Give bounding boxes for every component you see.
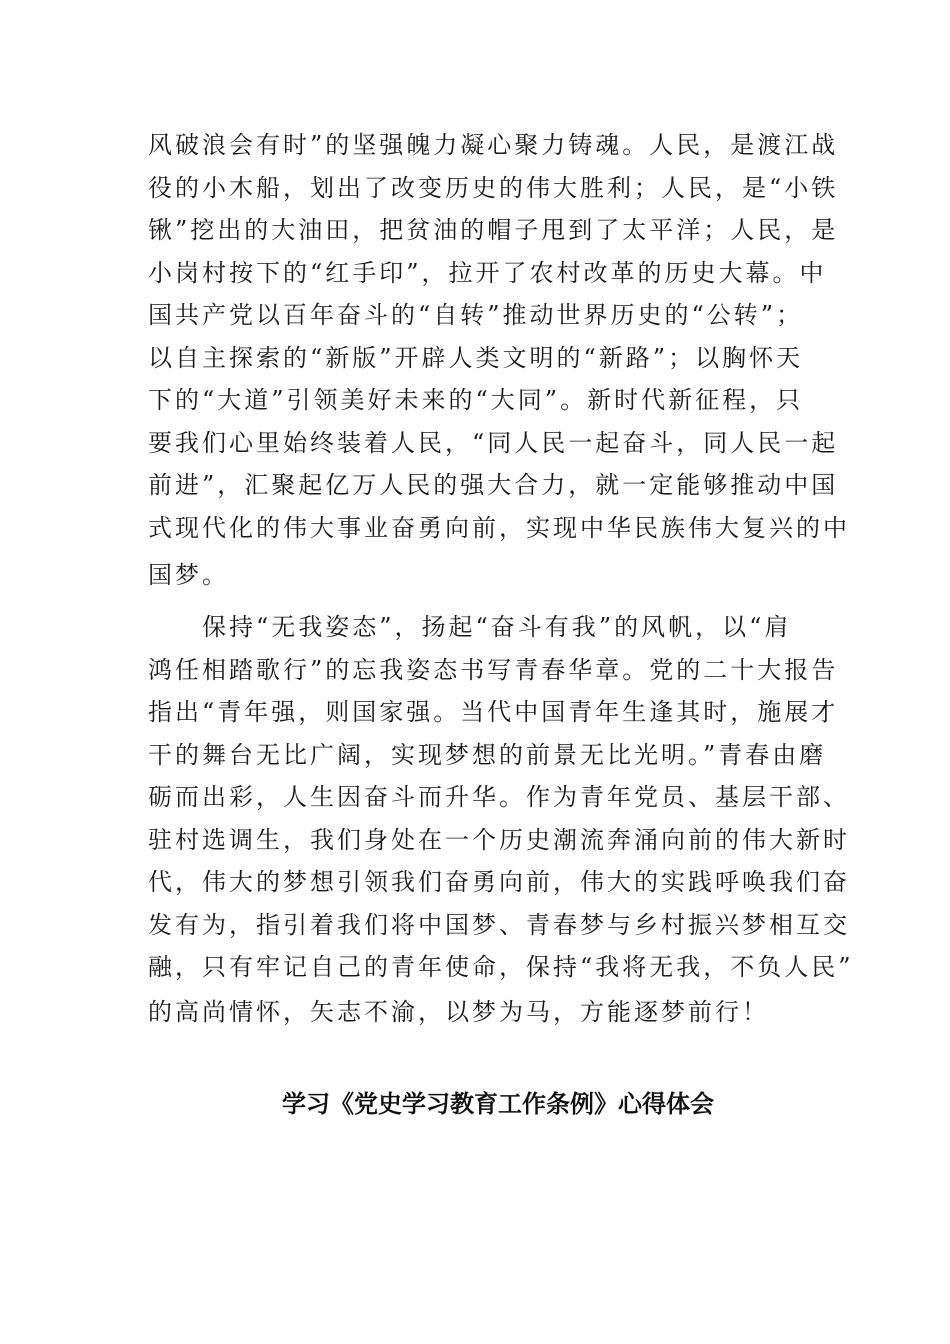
paragraph-2-line: 指出“青年强，则国家强。当代中国青年生逢其时，施展才 xyxy=(148,698,839,726)
paragraph-2-line: 代，伟大的梦想引领我们奋勇向前，伟大的实践呼唤我们奋 xyxy=(148,868,850,896)
paragraph-1-line: 要我们心里始终装着人民，“同人民一起奋斗，同人民一起 xyxy=(148,429,839,457)
paragraph-1-line: 役的小木船，划出了改变历史的伟大胜利；人民，是“小铁 xyxy=(148,174,839,202)
paragraph-2-line: 发有为，指引着我们将中国梦、青春梦与乡村振兴梦相互交 xyxy=(148,911,850,939)
paragraph-2-line: 驻村选调生，我们身处在一个历史潮流奔涌向前的伟大新时 xyxy=(148,826,850,854)
paragraph-2-line: 鸿任相踏歌行”的忘我姿态书写青春华章。党的二十大报告 xyxy=(148,656,839,684)
paragraph-1-line: 以自主探索的“新版”开辟人类文明的“新路”；以胸怀天 xyxy=(148,344,804,372)
paragraph-1-line: 下的“大道”引领美好未来的“大同”。新时代新征程，只 xyxy=(148,386,804,414)
paragraph-1-line: 国梦。 xyxy=(148,561,229,589)
paragraph-2-line: 保持“无我姿态”，扬起“奋斗有我”的风帆，以“肩 xyxy=(148,613,792,641)
paragraph-1-line: 国共产党以百年奋斗的“自转”推动世界历史的“公转”； xyxy=(148,301,804,329)
paragraph-1-line: 小岗村按下的“红手印”，拉开了农村改革的历史大幕。中 xyxy=(148,259,827,287)
paragraph-2-line: 砺而出彩，人生因奋斗而升华。作为青年党员、基层干部、 xyxy=(148,783,850,811)
paragraph-1-line: 前进”，汇聚起亿万人民的强大合力，就一定能够推动中国 xyxy=(148,471,839,499)
paragraph-2-line: 的高尚情怀，矢志不渝，以梦为马，方能逐梦前行！ xyxy=(148,998,769,1026)
paragraph-1-line: 锹”挖出的大油田，把贫油的帽子甩到了太平洋；人民，是 xyxy=(148,216,839,244)
paragraph-2-line: 融，只有牢记自己的青年使命，保持“我将无我，不负人民” xyxy=(148,953,854,981)
paragraph-1-line: 式现代化的伟大事业奋勇向前，实现中华民族伟大复兴的中 xyxy=(148,514,850,542)
paragraph-2-line: 干的舞台无比广阔，实现梦想的前景无比光明。”青春由磨 xyxy=(148,741,827,769)
section-heading: 学习《党史学习教育工作条例》心得体会 xyxy=(282,1090,714,1118)
paragraph-1-line: 风破浪会有时”的坚强魄力凝心聚力铸魂。人民，是渡江战 xyxy=(148,131,839,159)
